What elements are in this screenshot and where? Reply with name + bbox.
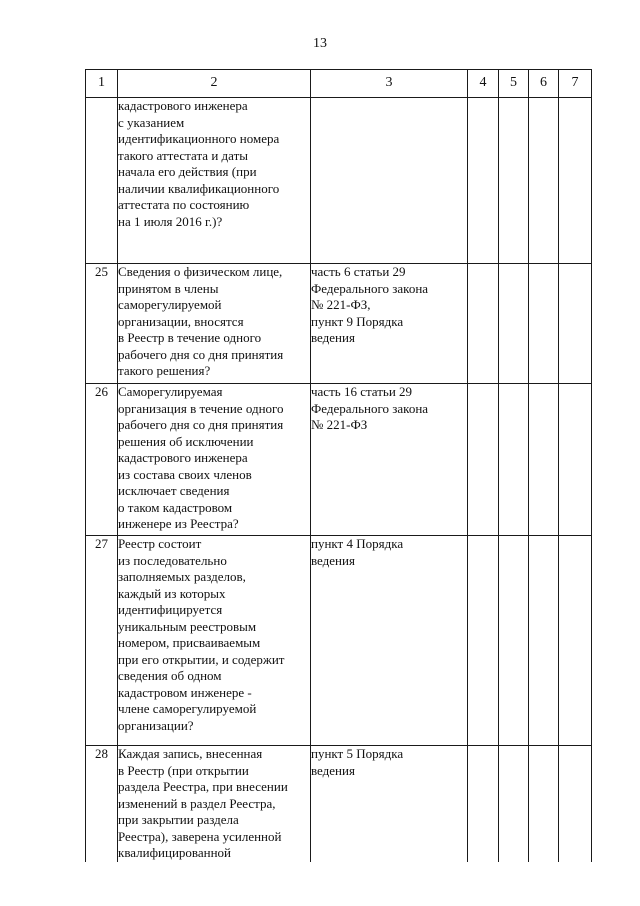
not-applicable-cell bbox=[529, 536, 559, 746]
table-row bbox=[86, 536, 592, 746]
question-line: организация в течение одного bbox=[118, 400, 284, 416]
legal-reference bbox=[311, 746, 468, 862]
question-line: организации? bbox=[118, 717, 194, 733]
legal-reference bbox=[311, 98, 468, 264]
question-line: Реестр состоит bbox=[118, 536, 202, 551]
question-line: раздела Реестра, при внесении bbox=[118, 779, 288, 794]
header-row bbox=[86, 70, 592, 98]
answer-yes-cell bbox=[468, 536, 499, 746]
legal-reference bbox=[311, 384, 468, 536]
reference-line: часть 16 статьи 29 bbox=[311, 384, 413, 399]
question-line: из последовательно bbox=[118, 552, 227, 568]
row-number bbox=[86, 98, 118, 264]
requirement-question bbox=[118, 98, 311, 264]
question-line: в Реестр (при открытии bbox=[118, 762, 249, 778]
question-line: кадастровом инженере - bbox=[118, 684, 252, 700]
legal-reference bbox=[311, 264, 468, 384]
question-line: номером, присваиваемым bbox=[118, 635, 261, 650]
not-applicable-cell bbox=[529, 98, 559, 264]
reference-line: пункт 9 Порядка bbox=[311, 313, 404, 329]
reference-line: ведения bbox=[311, 762, 355, 778]
question-line: из состава своих членов bbox=[118, 466, 252, 482]
question-line: изменений в раздел Реестра, bbox=[118, 795, 276, 811]
column-header: 2 bbox=[118, 70, 311, 98]
table-row bbox=[86, 384, 592, 536]
question-line: рабочего дня со дня принятия bbox=[118, 346, 284, 362]
question-line: Сведения о физическом лице, bbox=[118, 264, 283, 279]
page-number: 13 bbox=[313, 36, 327, 51]
question-line: квалифицированной bbox=[118, 845, 232, 860]
column-header: 1 bbox=[86, 70, 118, 98]
column-header: 3 bbox=[311, 70, 468, 98]
question-line: при закрытии раздела bbox=[118, 812, 239, 827]
reference-line: пункт 4 Порядка bbox=[311, 536, 404, 551]
question-line: кадастрового инженера bbox=[118, 450, 248, 465]
table-row bbox=[86, 746, 592, 862]
question-line: Реестра), заверена усиленной bbox=[118, 828, 282, 844]
question-line: кадастрового инженера bbox=[118, 98, 248, 113]
row-number: 27 bbox=[86, 536, 118, 746]
question-line: заполняемых разделов, bbox=[118, 569, 246, 584]
answer-no-cell bbox=[499, 746, 529, 862]
question-line: исключает сведения bbox=[118, 483, 230, 498]
note-cell bbox=[559, 384, 592, 536]
answer-yes-cell bbox=[468, 746, 499, 862]
question-line: принятом в члены bbox=[118, 280, 219, 296]
question-line: идентифицируется bbox=[118, 602, 223, 617]
question-line: с указанием bbox=[118, 114, 185, 130]
requirement-question bbox=[118, 536, 311, 746]
answer-yes-cell bbox=[468, 384, 499, 536]
column-header: 4 bbox=[468, 70, 499, 98]
reference-line: Федерального закона bbox=[311, 280, 429, 296]
not-applicable-cell bbox=[529, 264, 559, 384]
note-cell bbox=[559, 536, 592, 746]
table-row bbox=[86, 264, 592, 384]
question-line: при его открытии, и содержит bbox=[118, 651, 285, 667]
requirement-question bbox=[118, 384, 311, 536]
question-line: на 1 июля 2016 г.)? bbox=[118, 213, 223, 229]
question-line: рабочего дня со дня принятия bbox=[118, 417, 284, 432]
reference-line: пункт 5 Порядка bbox=[311, 746, 404, 761]
not-applicable-cell bbox=[529, 746, 559, 862]
row-number: 26 bbox=[86, 384, 118, 536]
reference-line: ведения bbox=[311, 330, 355, 345]
question-line: каждый из которых bbox=[118, 585, 226, 601]
question-line: в Реестр в течение одного bbox=[118, 330, 262, 345]
question-line: Каждая запись, внесенная bbox=[118, 746, 263, 761]
column-header: 5 bbox=[499, 70, 529, 98]
question-line: организации, вносятся bbox=[118, 313, 244, 329]
note-cell bbox=[559, 98, 592, 264]
row-number: 25 bbox=[86, 264, 118, 384]
question-line: такого решения? bbox=[118, 363, 211, 378]
reference-line: ведения bbox=[311, 552, 355, 568]
note-cell bbox=[559, 264, 592, 384]
answer-no-cell bbox=[499, 98, 529, 264]
question-line: начала его действия (при bbox=[118, 164, 257, 179]
note-cell bbox=[559, 746, 592, 862]
column-header: 7 bbox=[559, 70, 592, 98]
not-applicable-cell bbox=[529, 384, 559, 536]
column-header: 6 bbox=[529, 70, 559, 98]
question-line: аттестата по состоянию bbox=[118, 197, 250, 212]
reference-line: часть 6 статьи 29 bbox=[311, 264, 406, 279]
question-line: решения об исключении bbox=[118, 433, 254, 449]
question-line: уникальным реестровым bbox=[118, 618, 257, 634]
question-line: члене саморегулируемой bbox=[118, 701, 257, 716]
question-line: инженере из Реестра? bbox=[118, 516, 239, 531]
question-line: о таком кадастровом bbox=[118, 499, 233, 515]
row-number: 28 bbox=[86, 746, 118, 862]
question-line: наличии квалификационного bbox=[118, 180, 280, 196]
legal-reference bbox=[311, 536, 468, 746]
answer-yes-cell bbox=[468, 264, 499, 384]
checklist-table bbox=[85, 69, 592, 862]
requirement-question bbox=[118, 746, 311, 862]
reference-line: Федерального закона bbox=[311, 400, 429, 416]
question-line: такого аттестата и даты bbox=[118, 147, 248, 163]
question-line: Саморегулируемая bbox=[118, 384, 223, 399]
question-line: идентификационного номера bbox=[118, 131, 280, 146]
reference-line: № 221-ФЗ bbox=[311, 417, 368, 432]
question-line: саморегулируемой bbox=[118, 297, 222, 312]
answer-no-cell bbox=[499, 384, 529, 536]
answer-no-cell bbox=[499, 536, 529, 746]
reference-line: № 221-ФЗ, bbox=[311, 297, 371, 312]
answer-yes-cell bbox=[468, 98, 499, 264]
table-row bbox=[86, 98, 592, 264]
question-line: сведения об одном bbox=[118, 668, 222, 683]
requirement-question bbox=[118, 264, 311, 384]
answer-no-cell bbox=[499, 264, 529, 384]
